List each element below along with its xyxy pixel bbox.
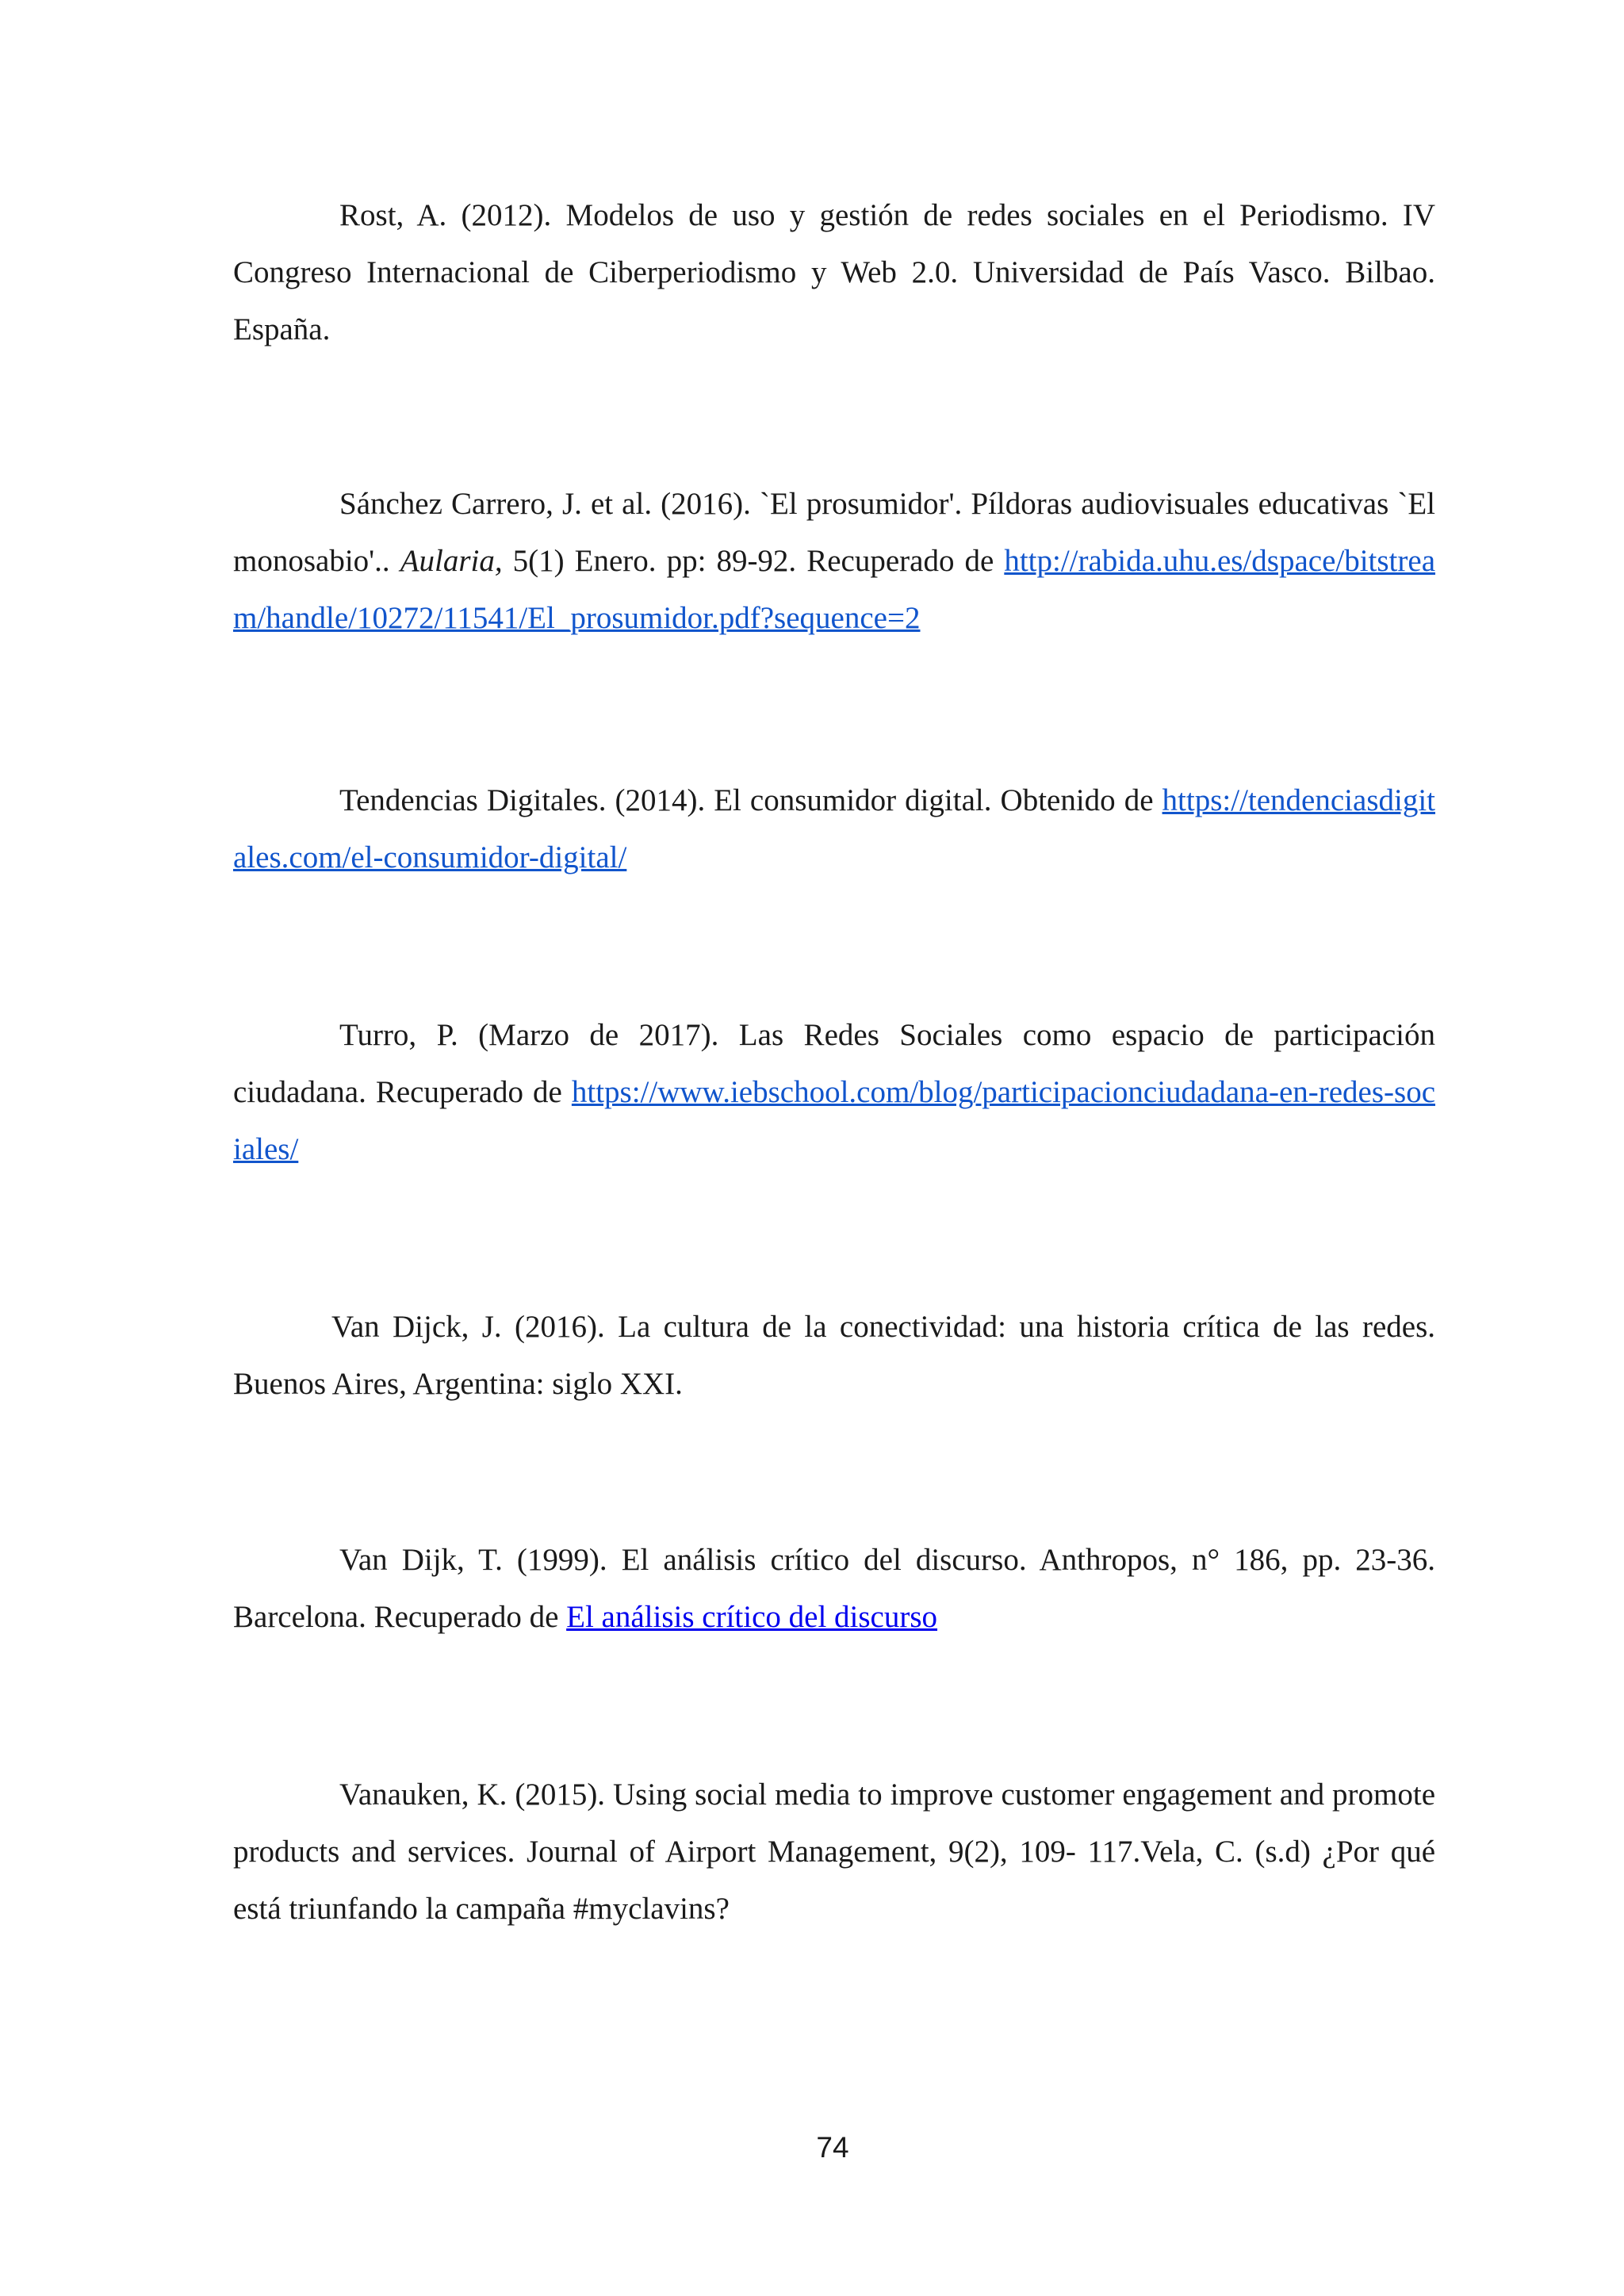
reference-link[interactable]: El análisis crítico del discurso [566,1600,938,1634]
reference-text: Turro, P. (Marzo de 2017). Las Redes Sociales como espacio de participación ciudadana. Recuperado de [233,1018,1435,1109]
reference-turro [233,1007,1435,1178]
reference-van-dijck: Van Dijck, J. (2016). La cultura de la conectividad: una historia crítica de las redes. Buenos Aires, Argentina: siglo XXI. [233,1310,1435,1401]
reference-van-dijk [233,1532,1435,1646]
reference-rost: Rost, A. (2012). Modelos de uso y gestión de redes sociales en el Periodismo. IV Congreso Internacional de Ciberperiodismo y Web 2.0. Universidad de País Vasco. Bilbao. España. [233,198,1435,346]
journal-title: Aularia, [400,544,503,578]
reference-text: Sánchez Carrero, J. et al. (2016). `El prosumidor'. Píldoras audiovisuales educativas `El monosabio'.. [233,487,1435,578]
reference-link[interactable]: https://tendenciasdigitales.com/el-consumidor-digital/ [233,783,1435,874]
reference-text: Van Dijk, T. (1999). El análisis crítico del discurso. Anthropos, n° 186, pp. 23-36. Barcelona. Recuperado de [233,1543,1435,1634]
page-number: 74 [816,2131,849,2164]
reference-vanauken: Vanauken, K. (2015). Using social media to improve customer engagement and promote products and services. Journal of Airport Management, 9(2), 109- 117.Vela, C. (s.d) ¿Por qué está triunfando la campaña #myclavins? [233,1777,1435,1926]
reference-text: Tendencias Digitales. (2014). El consumidor digital. Obtenido de [339,783,1162,817]
reference-link[interactable]: https://www.iebschool.com/blog/participacionciudadana-en-redes-sociales/ [233,1075,1435,1166]
reference-sanchez-carrero [233,476,1435,647]
reference-link[interactable]: http://rabida.uhu.es/dspace/bitstream/handle/10272/11541/El_prosumidor.pdf?sequence=2 [233,544,1436,635]
reference-tendencias-digitales [233,772,1435,886]
reference-text: 5(1) Enero. pp: 89-92. Recuperado de [502,544,1005,578]
